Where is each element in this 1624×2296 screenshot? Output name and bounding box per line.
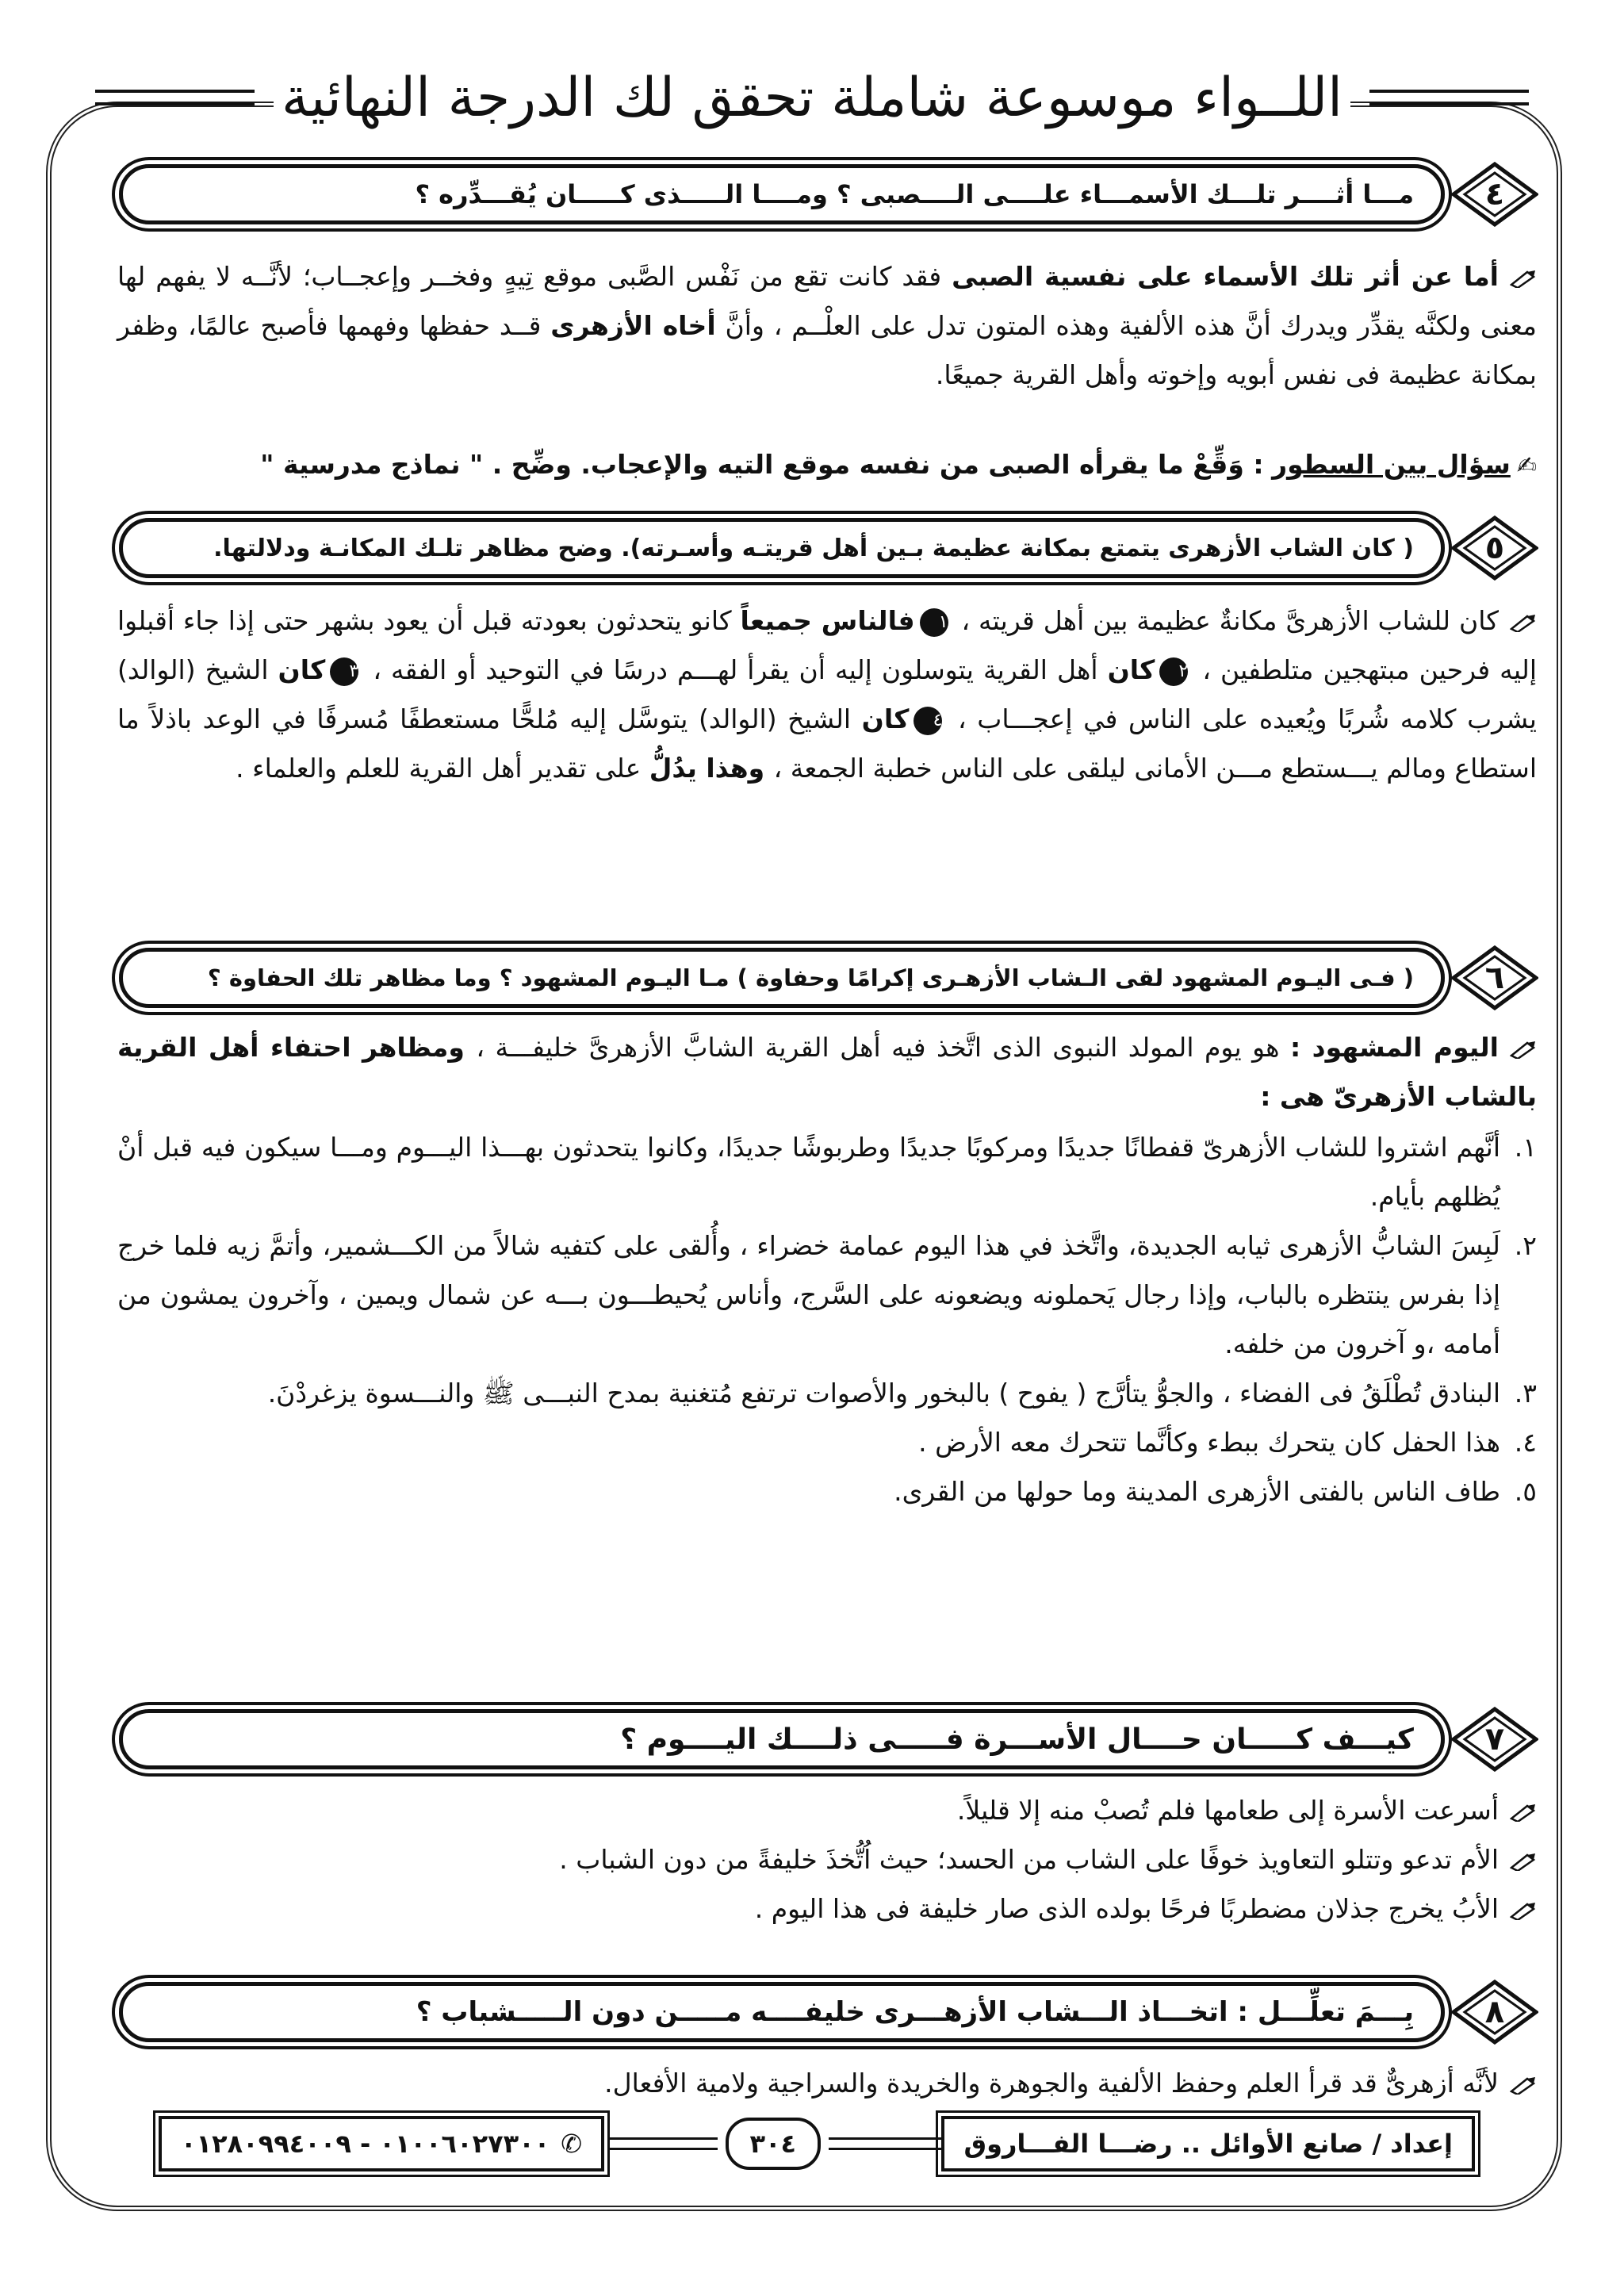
answer-lead: أما عن أثر تلك الأسماء على نفسية الصبى [952, 261, 1499, 292]
answer-bullets-7 [117, 1786, 1537, 1934]
question-text: ( كان الشاب الأزهرى يتمتع بمكانة عظيمة بـين أهل قريتـه وأسـرته). وضح مظاهر تلـك المكانـة ودلالتها. [119, 518, 1445, 578]
answer-bold: وهذا يدُلُّ [649, 753, 774, 784]
question-bar-5 [119, 516, 1538, 581]
answer-text-2: قــد حفظها وفهمها فأصبح عالمًا، وظفر بمكانة عظيمة فى نفس أبويه وإخوته وأهل القرية جميعًا. [117, 310, 1537, 390]
answer-bold: أخاه الأزهرى [550, 310, 716, 341]
list-item [117, 1418, 1537, 1467]
bullet-item [117, 1786, 1537, 1835]
answer-paragraph-8 [117, 2059, 1537, 2108]
list-number: ٥. [1514, 1476, 1537, 1507]
footer-rule [604, 2137, 718, 2150]
answer-bold: كان [861, 703, 910, 734]
answer-intro-6 [117, 1023, 1537, 1121]
answer-bold: فالناس جميعاً [740, 605, 915, 636]
answer-lead: اليوم المشهود : [1290, 1032, 1499, 1063]
pen-icon [1510, 1040, 1537, 1059]
answer-bold: ومظاهر احتفاء أهل القرية بالشاب الأزهرىّ هى : [117, 1032, 1537, 1112]
question-number-badge [1451, 1707, 1538, 1772]
question-bar-8 [119, 1980, 1538, 2045]
between-lines-note [117, 440, 1537, 491]
footer-phones-text: ٠١٠٠٦٠٢٧٣٠٠ - ٠١٢٨٠٩٩٤٠٠٩ [181, 2129, 550, 2159]
footer-author: إعداد / صانع الأوائل .. رضـــا الفـــاروق [941, 2116, 1475, 2171]
question-number: ٧ [1484, 1721, 1505, 1757]
question-bar-6 [119, 945, 1538, 1010]
answer-text: الشيخ (الوالد) يتوسَّل إليه مُلحًّا مستعطفًا مُسرفًا في الوعد باذلاً ما استطاع ومالم يـــستطع مـــن الأمانى ليلقى على الناس خطبة الجمعة ، [117, 703, 1537, 784]
list-number: ٤. [1514, 1427, 1537, 1458]
pen-icon [1510, 613, 1537, 632]
question-bar-7 [119, 1707, 1538, 1772]
pen-icon [1510, 1901, 1537, 1920]
header-rule-right [1369, 90, 1529, 105]
list-text: لَبِسَ الشابُّ الأزهرى ثيابه الجديدة، واتَّخذ في هذا اليوم عمامة خضراء ، وأُلقى على كتفيه شالاً من الكـــشمير، وأتمَّ زيه فلما خرج إذا بفرس ينتظره بالباب، وإذا رجال يَحملونه ويضعونه على السَّرج، وأناس يُحيطـــون بـــه عن شمال ويمين ، وآخرون يمشون من أمامه ،و آخرون من خلفه. [117, 1230, 1500, 1359]
question-text: مـــا أثــــر تلـــك الأسمـــاء علــــى الــــصبى ؟ ومــــا الـــــذى كـــــان يُقـــدِّره ؟ [119, 164, 1445, 224]
point-number: ٤ [914, 707, 942, 735]
answer-bold: كان [1107, 654, 1155, 685]
question-number: ٤ [1484, 176, 1505, 213]
answer-text: فقد كانت تقع من نَفْس الصَّبى موقع تِيهٍ وفخــر وإعجــاب؛ لأنَّــه لا يفهم لها معنى ولكنَّه يقدِّر ويدرك أنَّ هذه الألفية وهذه المتون تدل على العلْــم ، وأنَّ [117, 261, 1537, 341]
question-number: ٥ [1484, 530, 1505, 566]
pen-icon [1510, 2076, 1537, 2095]
pen-icon [1510, 1852, 1537, 1871]
bullet-item [117, 1884, 1537, 1934]
answer-text: أهل القرية يتوسلون إليه أن يقرأ لهـــم درسًا في التوحيد أو الفقه ، [373, 654, 1108, 685]
header-title: اللــواء موسوعة شاملة تحقق لك الدرجة النهائية [274, 67, 1350, 129]
list-item [117, 1369, 1537, 1418]
list-text: البنادق تُطْلَقُ فى الفضاء ، والجوُّ يتأرَّج ( يفوح ) بالبخور والأصوات ترتفع مُتغنية بمدح النبـــى ﷺ والنـــسوة يزغردْنَ. [267, 1378, 1500, 1409]
bullet-item [117, 1835, 1537, 1884]
list-number: ٣. [1514, 1378, 1537, 1409]
list-text: طاف الناس بالفتى الأزهرى المدينة وما حولها من القرى. [894, 1476, 1500, 1507]
answer-list-6 [117, 1123, 1537, 1516]
question-text: ( فـى اليـوم المشهود لقى الـشاب الأزهـرى إكرامًا وحفاوة ) مـا اليـوم المشهود ؟ وما مظاهر تلك الحفاوة ؟ [119, 948, 1445, 1008]
answer-bold: كان [278, 654, 326, 685]
phone-icon: ✆ [561, 2129, 583, 2159]
list-number: ٢. [1514, 1230, 1537, 1261]
answer-text: كانو يتحدثون بعودته قبل أن يعود بشهر حتى إذا جاء أقبلوا إليه فرحين مبتهجين متلطفين ، [117, 605, 1538, 685]
point-number: ٢ [1159, 657, 1188, 686]
answer-text: الشيخ (الوالد) يشرب كلامه شُربًا ويُعيده على الناس في إعجـــاب ، [117, 654, 1537, 734]
question-number-badge [1451, 1980, 1538, 2045]
list-text: أنَّهم اشتروا للشاب الأزهرىّ قفطانًا جديدًا ومركوبًا جديدًا وطربوشًا جديدًا، وكانوا يتحدثون بهـــذا اليـــوم ومـــا سيكون فيه قبل أنْ يُظلهم بأيام. [117, 1132, 1500, 1212]
bullet-text: الأبُ يخرج جذلان مضطربًا فرحًا بولده الذى صار خليفة فى هذا اليوم . [754, 1893, 1499, 1924]
list-item [117, 1221, 1537, 1369]
question-bar-4 [119, 162, 1538, 227]
pen-icon [1510, 269, 1537, 288]
question-number-badge [1451, 945, 1538, 1010]
answer-paragraph-5 [117, 596, 1537, 793]
answer-text: لأنَّه أزهرىٌّ قد قرأ العلم وحفظ الألفية والجوهرة والخريدة والسراجية ولامية الأفعال. [604, 2068, 1499, 2099]
page-number: ٣٠٤ [726, 2118, 821, 2170]
list-text: هذا الحفل كان يتحرك ببطء وكأنَّما تتحرك معه الأرض . [918, 1427, 1500, 1458]
question-text: كيـــف كـــــان حــــال الأســـرة فـــــى ذلــــك اليــــوم ؟ [119, 1709, 1445, 1769]
list-item [117, 1123, 1537, 1221]
footer-phones [159, 2116, 604, 2171]
point-number: ٣ [330, 657, 358, 686]
quran-icon: ✍ [1516, 452, 1537, 480]
footer-rule [829, 2137, 942, 2150]
answer-text: كان للشاب الأزهرىَّ مكانةٌ عظيمة بين أهل قريته ، [961, 605, 1499, 636]
header-rule-left [95, 90, 255, 105]
question-text: بِـــمَ تعلِّـــل : اتخـــاذ الـــشاب الأزهـــرى خليفــــه مـــــن دون الـــــشباب ؟ [119, 1982, 1445, 2042]
list-number: ١. [1514, 1132, 1537, 1163]
point-number: ١ [920, 608, 948, 637]
question-number: ٦ [1484, 960, 1505, 996]
answer-paragraph-4 [117, 252, 1537, 400]
page-footer [159, 2114, 1475, 2174]
question-number: ٨ [1484, 1994, 1505, 2030]
list-item [117, 1467, 1537, 1516]
bullet-text: الأم تدعو وتتلو التعاويذ خوفًا على الشاب من الحسد؛ حيث اُتُّخذَ خليفةً من دون الشباب . [559, 1844, 1499, 1875]
answer-text: على تقدير أهل القرية للعلم والعلماء . [236, 753, 649, 784]
answer-text: هو يوم المولد النبوى الذى اتَّخذ فيه أهل القرية الشابَّ الأزهرىَّ خليفـــة ، [476, 1032, 1290, 1063]
pen-icon [1510, 1803, 1537, 1822]
note-text: : وَقِّعْ ما يقرأه الصبى من نفسه موقع التيه والإعجاب. وضِّح . " نماذج مدرسية " [260, 449, 1264, 480]
page-header [0, 62, 1624, 133]
question-number-badge [1451, 516, 1538, 581]
question-number-badge [1451, 162, 1538, 227]
note-label: سؤال بين السطور [1272, 449, 1511, 480]
bullet-text: أسرعت الأسرة إلى طعامها فلم تُصبْ منه إلا قليلاً. [956, 1795, 1499, 1826]
